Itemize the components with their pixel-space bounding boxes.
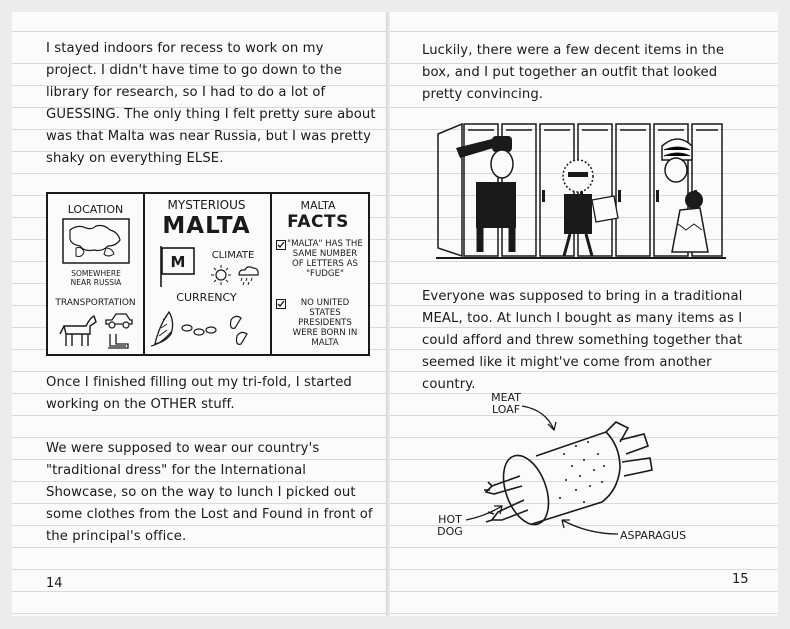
character-hooded-figure bbox=[563, 160, 618, 256]
facts-label-top: MALTA bbox=[300, 199, 336, 212]
climate-label: CLIMATE bbox=[211, 250, 255, 261]
right-page bbox=[390, 12, 778, 616]
paragraph: We were supposed to wear our country's "traditional dress" for the International Showcase, so on the way to lunch I picked out some clothes from the Lost and Found in front of the principal's office. bbox=[46, 441, 373, 544]
character-hat-figure bbox=[456, 136, 516, 252]
flag-letter: M bbox=[170, 253, 186, 271]
paragraph: Luckily, there were a few decent items in the box, and I put together an outfit that looked pretty convincing. bbox=[422, 43, 725, 102]
map-caption: SOMEWHERE NEAR RUSSIA bbox=[70, 269, 122, 287]
rain-cloud-icon bbox=[235, 264, 261, 286]
transportation-label: TRANSPORTATION bbox=[55, 298, 136, 308]
hot-dog-label: HOT DOG bbox=[437, 513, 463, 538]
paragraph: I stayed indoors for recess to work on my project. I didn't have time to go down to the library for research, so I had to do a lot of GUESSING. The only thing I felt pretty sure about was that Malta was near Russia, but I was pretty shaky on everything ELSE. bbox=[46, 41, 376, 166]
world-map-drawing bbox=[62, 218, 130, 264]
currency-drawing bbox=[149, 306, 267, 350]
left-page bbox=[12, 12, 388, 616]
page-number: 15 bbox=[732, 572, 749, 587]
arrow-asparagus bbox=[556, 516, 620, 540]
facts-title: FACTS bbox=[287, 212, 349, 232]
paragraph: Everyone was supposed to bring in a traditional MEAL, too. At lunch I bought as many items as I could afford and threw something together that seemed like it might've come from another country. bbox=[422, 289, 743, 392]
checkbox-checked-icon bbox=[276, 240, 286, 250]
arrow-meat-loaf bbox=[520, 404, 560, 434]
boot-icon bbox=[106, 332, 132, 350]
donkey-icon bbox=[58, 312, 98, 348]
sun-icon bbox=[209, 264, 233, 286]
trifold-panel-malta bbox=[143, 194, 272, 354]
fact-1: "MALTA" HAS THE SAME NUMBER OF LETTERS AS "FUDGE" bbox=[287, 239, 363, 279]
paragraph: Once I finished filling out my tri-fold, I started working on the OTHER stuff. bbox=[46, 375, 352, 412]
trifold-panel-facts bbox=[270, 194, 366, 354]
car-icon bbox=[104, 312, 134, 330]
malta-title: MALTA bbox=[162, 213, 251, 239]
page-number: 14 bbox=[46, 576, 63, 591]
currency-label: CURRENCY bbox=[176, 291, 237, 304]
mysterious-label: MYSTERIOUS bbox=[167, 198, 246, 212]
checkbox-checked-icon bbox=[276, 299, 286, 309]
locker-scene-illustration bbox=[436, 120, 726, 270]
trifold-illustration bbox=[46, 192, 370, 356]
trifold-panel-location bbox=[48, 194, 145, 354]
fact-2: NO UNITED STATES PRESIDENTS WERE BORN IN MALTA bbox=[292, 298, 358, 348]
asparagus-label: ASPARAGUS bbox=[620, 529, 687, 542]
location-label: LOCATION bbox=[67, 203, 124, 216]
arrow-hot-dog bbox=[464, 500, 508, 524]
character-turban-figure bbox=[662, 139, 708, 252]
meat-loaf-label: MEAT LOAF bbox=[491, 391, 521, 416]
